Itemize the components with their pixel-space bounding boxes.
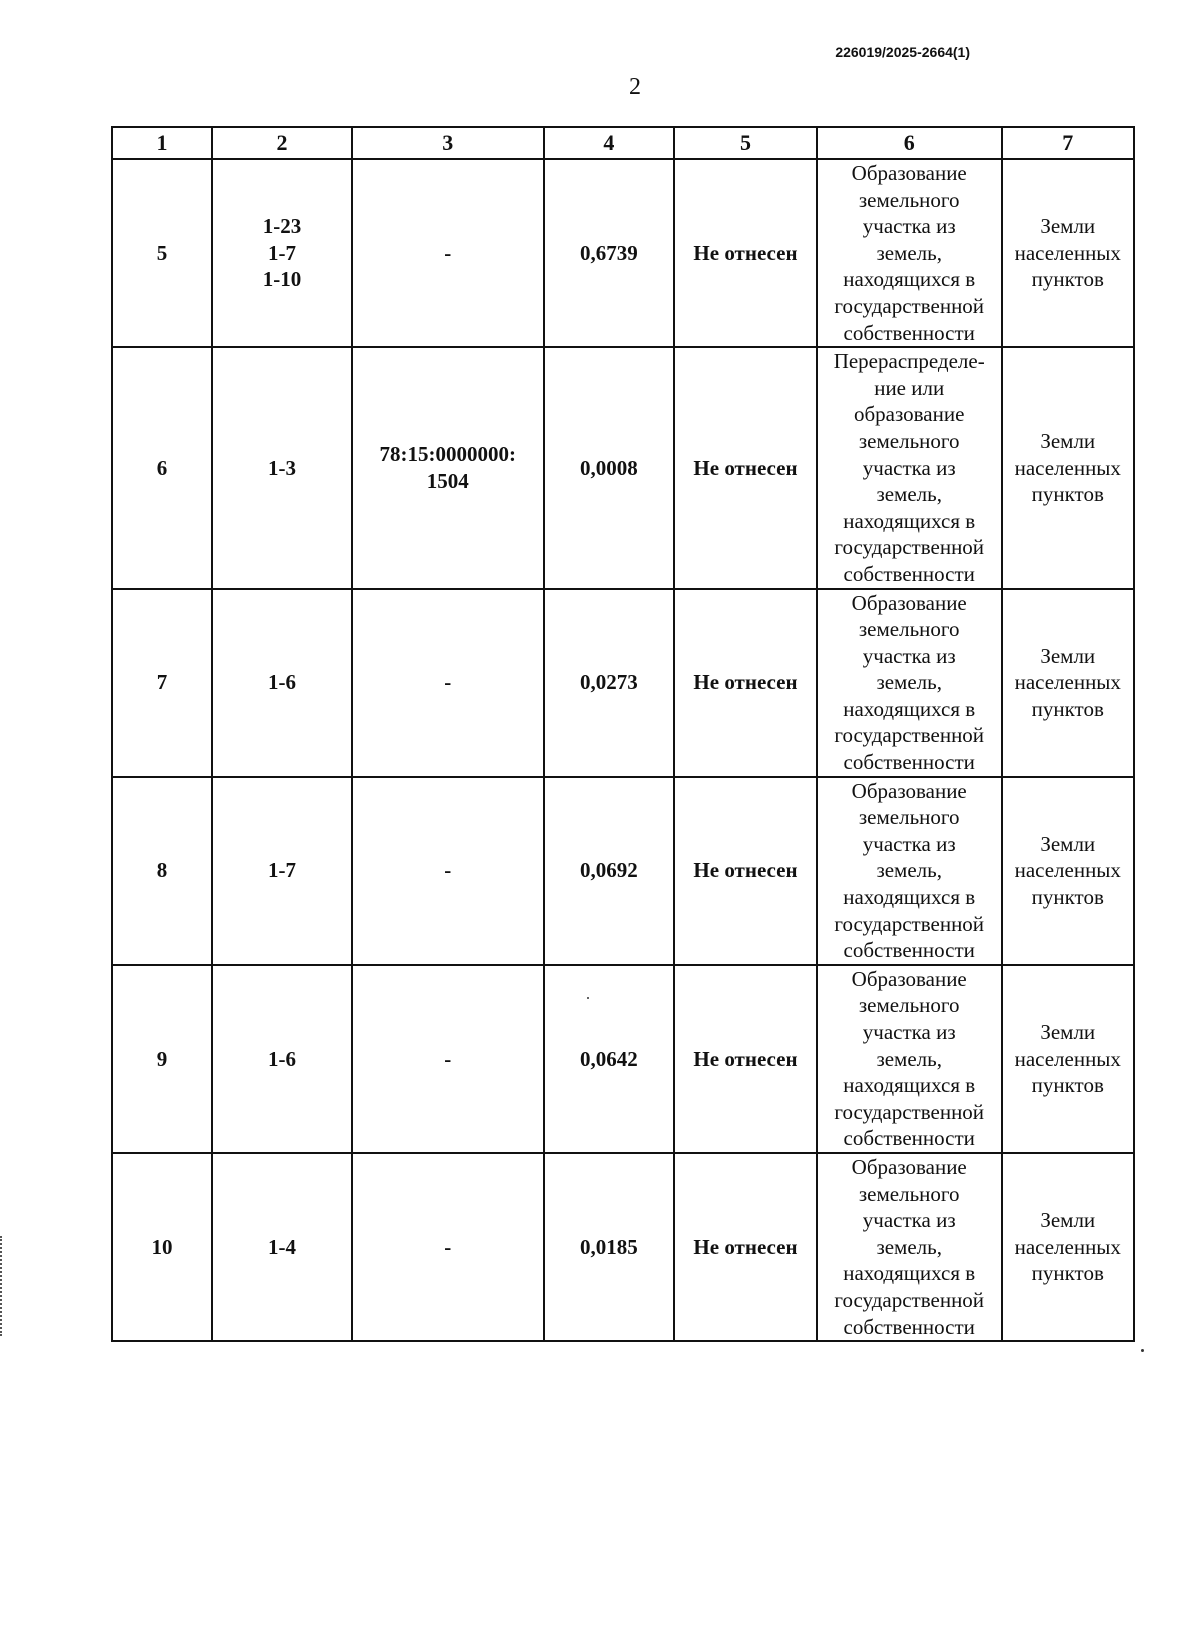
column-header: 6 (817, 127, 1002, 159)
row-category: Не отнесен (674, 1153, 817, 1341)
row-land-category: Земли населенных пунктов (1002, 589, 1135, 777)
row-number: 7 (112, 589, 212, 777)
row-number: 5 (112, 159, 212, 347)
table-header-row (112, 127, 1134, 159)
table-row (112, 347, 1134, 588)
row-method: Образование земельного участка из земель, находящихся в государственной собственности (817, 965, 1002, 1153)
row-cadastral: - (352, 965, 544, 1153)
scan-speck (1141, 1349, 1144, 1352)
row-method: Образование земельного участка из земель, находящихся в государственной собственности (817, 777, 1002, 965)
row-cadastral: - (352, 1153, 544, 1341)
row-cadastral: - (352, 777, 544, 965)
row-method: Образование земельного участка из земель, находящихся в государственной собственности (817, 589, 1002, 777)
column-header: 5 (674, 127, 817, 159)
row-number: 6 (112, 347, 212, 588)
row-land-category: Земли населенных пунктов (1002, 347, 1135, 588)
row-land-category: Земли населенных пунктов (1002, 1153, 1135, 1341)
column-header: 7 (1002, 127, 1135, 159)
row-number: 10 (112, 1153, 212, 1341)
column-header: 3 (352, 127, 544, 159)
row-points: 1-7 (212, 777, 352, 965)
row-category: Не отнесен (674, 589, 817, 777)
table-row (112, 159, 1134, 347)
row-cadastral: - (352, 589, 544, 777)
column-header: 4 (544, 127, 674, 159)
row-land-category: Земли населенных пунктов (1002, 777, 1135, 965)
row-category: Не отнесен (674, 965, 817, 1153)
row-points: 1-6 (212, 589, 352, 777)
row-number: 8 (112, 777, 212, 965)
row-number: 9 (112, 965, 212, 1153)
row-land-category: Земли населенных пунктов (1002, 159, 1135, 347)
row-cadastral: - (352, 159, 544, 347)
row-area: 0,0692 (544, 777, 674, 965)
row-method: Перераспределе- ние или образование земельного участка из земель, находящихся в государственной собственности (817, 347, 1002, 588)
document-id: 226019/2025-2664(1) (835, 44, 970, 60)
column-header: 2 (212, 127, 352, 159)
table-row (112, 589, 1134, 777)
row-cadastral: 78:15:0000000: 1504 (352, 347, 544, 588)
land-plots-table (111, 126, 1135, 1342)
table-row (112, 777, 1134, 965)
row-points: 1-4 (212, 1153, 352, 1341)
row-points: 1-6 (212, 965, 352, 1153)
row-category: Не отнесен (674, 347, 817, 588)
scan-edge-mark (0, 1236, 4, 1336)
row-area: 0,0642 (544, 965, 674, 1153)
row-category: Не отнесен (674, 777, 817, 965)
row-method: Образование земельного участка из земель, находящихся в государственной собственности (817, 1153, 1002, 1341)
table-row (112, 965, 1134, 1153)
table-row (112, 1153, 1134, 1341)
page-number: 2 (629, 74, 641, 100)
scan-speck (587, 997, 589, 999)
row-points: 1-3 (212, 347, 352, 588)
row-method: Образование земельного участка из земель, находящихся в государственной собственности (817, 159, 1002, 347)
row-area: 0,0008 (544, 347, 674, 588)
row-points: 1-23 1-7 1-10 (212, 159, 352, 347)
row-area: 0,0185 (544, 1153, 674, 1341)
column-header: 1 (112, 127, 212, 159)
row-category: Не отнесен (674, 159, 817, 347)
row-area: 0,0273 (544, 589, 674, 777)
row-area: 0,6739 (544, 159, 674, 347)
row-land-category: Земли населенных пунктов (1002, 965, 1135, 1153)
